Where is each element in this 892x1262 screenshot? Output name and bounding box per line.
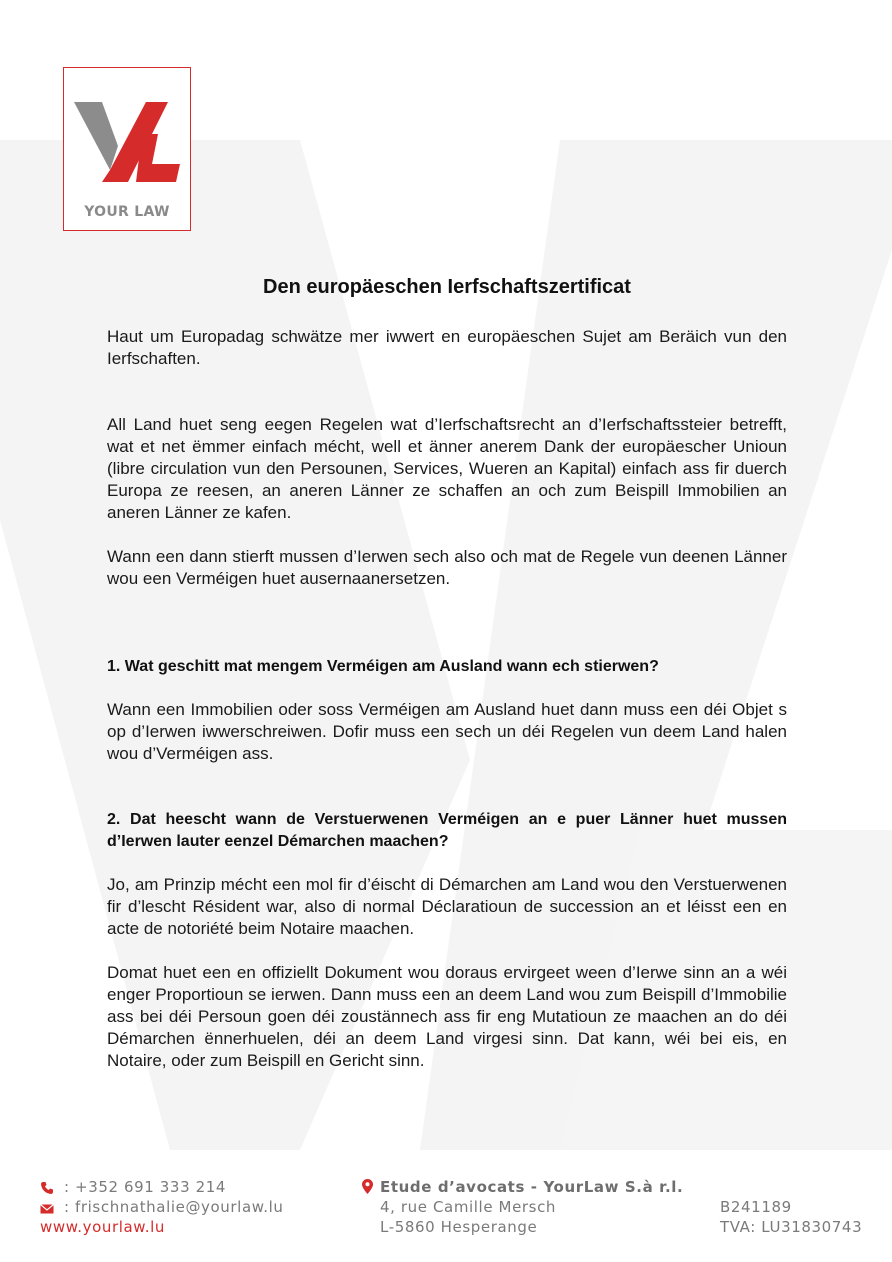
- logo-wordmark: YOUR LAW: [84, 204, 170, 220]
- body-paragraph: Wann een dann stierft mussen d’Ierwen sech also och mat de Regele vun deenen Länner wou een Verméigen huet ausernaanersetzen.: [107, 547, 787, 588]
- document-title: Den europäeschen Ierfschaftszertificat: [263, 276, 631, 298]
- page-footer: [0, 1176, 892, 1246]
- firm-logo: [63, 67, 191, 231]
- section-2-paragraph: Jo, am Prinzip mécht een mol fir d’éischt di Démarchen am Land wou den Verstuerwenen fir d’lescht Résident war, also di normal Déclaratioun de succession an et léisst een en acte de notoriété beim Notaire maachen.: [107, 875, 787, 938]
- section-2-paragraph: Domat huet een en offiziellt Dokument wou doraus ervirgeet ween d’Ierwe sinn an a wéi enger Proportioun se ierwen. Dann muss een an deem Land wou zum Beispill d’Immobilie ass bei déi Persoun goen déi zoustännech ass fir eng Mutatioun ze maachen an do déi Démarchen ënnerhuelen, déi an deem Land virgesi sinn. Dat kann, wéi bei eis, en Notaire, oder zum Beispill en Gericht sinn.: [107, 963, 787, 1070]
- footer-phone: : +352 691 333 214: [64, 1178, 227, 1196]
- footer-firm-name: Etude d’avocats - YourLaw S.à r.l.: [380, 1178, 684, 1196]
- body-paragraph: All Land huet seng eegen Regelen wat d’Ierfschaftsrecht an d’Ierfschaftssteier betrefft, wat et net ëmmer einfach mécht, well et änner anerem Dank der europäescher Unioun (libre circulation vun den Persounen, Services, Wueren an Kapital) einfach ass fir duerch Europa ze reesen, an aneren Länner ze schaffen an och zum Beispill Immobilien an aneren Länner ze kafen.: [107, 415, 787, 522]
- map-pin-icon: [362, 1179, 373, 1194]
- envelope-icon: [40, 1203, 54, 1215]
- footer-tva: TVA: LU31830743: [720, 1218, 863, 1236]
- footer-website-link[interactable]: www.yourlaw.lu: [40, 1218, 166, 1236]
- footer-rcs: B241189: [720, 1198, 792, 1216]
- intro-paragraph: Haut um Europadag schwätze mer iwwert en europäeschen Sujet am Beräich vun den Ierfschaften.: [107, 327, 787, 368]
- section-1-paragraph: Wann een Immobilien oder soss Verméigen am Ausland huet dann muss een déi Objet s op d’Ierwen iwwerschreiwen. Dofir muss een sech un déi Regelen vun deem Land halen wou d’Verméigen ass.: [107, 700, 787, 763]
- section-heading-2: 2. Dat heescht wann de Verstuerwenen Verméigen an e puer Länner huet mussen d’Ierwen lauter eenzel Démarchen maachen?: [107, 811, 787, 850]
- footer-street: 4, rue Camille Mersch: [380, 1198, 557, 1216]
- footer-city: L-5860 Hesperange: [380, 1218, 538, 1236]
- footer-email[interactable]: : frischnathalie@yourlaw.lu: [64, 1198, 284, 1216]
- phone-icon: [40, 1181, 54, 1195]
- section-heading-1: 1. Wat geschitt mat mengem Verméigen am Ausland wann ech stierwen?: [107, 658, 659, 675]
- yl-logo-mark: [72, 94, 184, 194]
